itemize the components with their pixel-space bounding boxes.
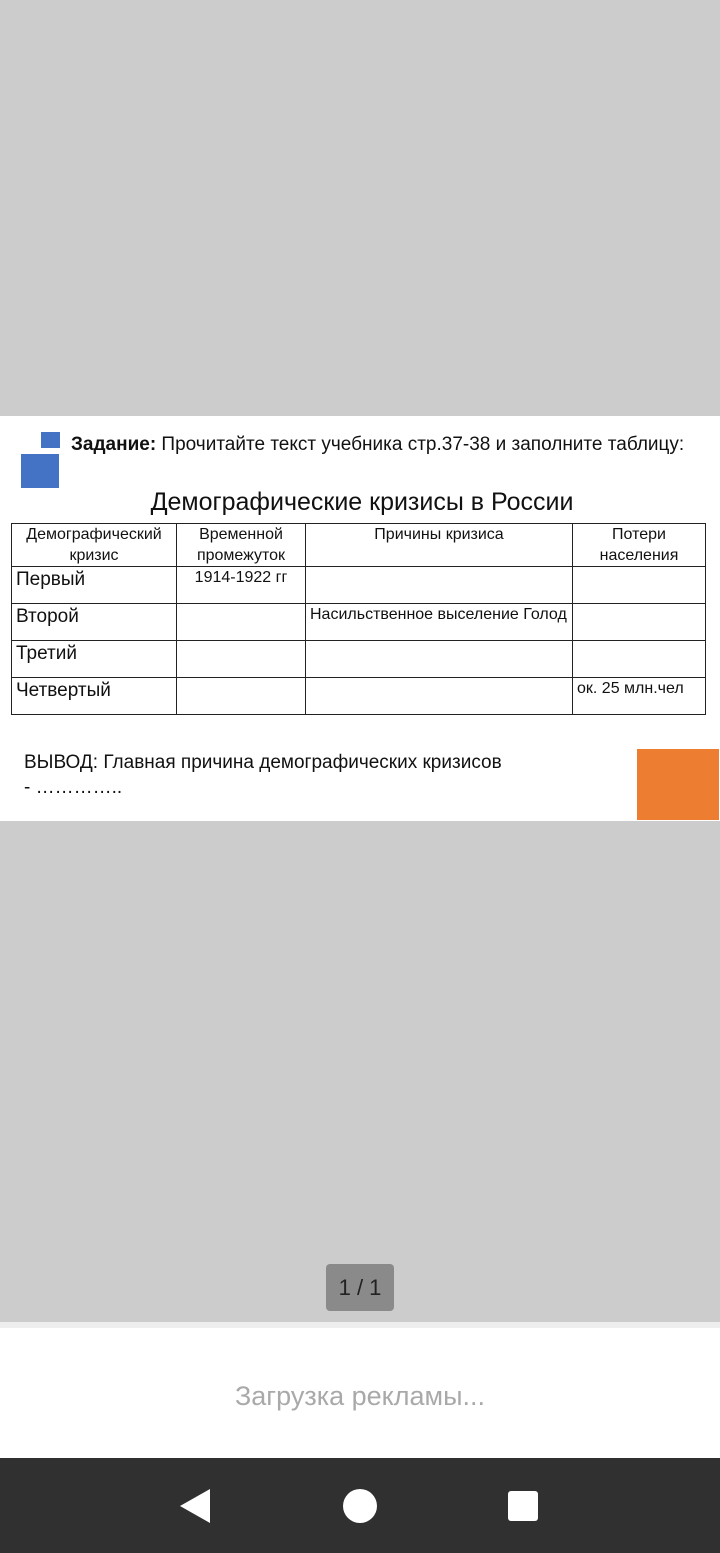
header-cell-causes: Причины кризиса	[306, 524, 573, 567]
table-cell	[177, 641, 306, 678]
page-indicator: 1 / 1	[326, 1264, 394, 1311]
table-cell	[306, 678, 573, 715]
task-text: Прочитайте текст учебника стр.37-38 и заполните таблицу:	[156, 434, 685, 455]
document-title: Демографические кризисы в России	[150, 488, 574, 516]
system-navigation-bar	[0, 1458, 720, 1553]
table-cell	[177, 604, 306, 641]
table-cell	[306, 641, 573, 678]
table-cell	[573, 641, 706, 678]
conclusion-line-2: - …………..	[24, 777, 123, 798]
header-cell-crisis: Демографический кризис	[12, 524, 177, 567]
table-row	[12, 604, 706, 641]
decorative-blue-square-small	[41, 432, 60, 448]
table-cell	[573, 604, 706, 641]
conclusion-line-1: ВЫВОД: Главная причина демографических кризисов	[24, 752, 502, 773]
table-row	[12, 678, 706, 715]
home-circle-icon[interactable]	[340, 1486, 380, 1526]
header-cell-losses: Потери населения	[573, 524, 706, 567]
table-cell: 1914-1922 гг	[177, 567, 306, 604]
task-instruction	[71, 433, 691, 456]
conclusion-text	[24, 750, 624, 800]
table-cell: ок. 25 млн.чел	[573, 678, 706, 715]
decorative-orange-square	[637, 749, 719, 820]
crisis-table	[11, 523, 706, 715]
table-cell: Насильственное выселение Голод	[306, 604, 573, 641]
table-row	[12, 641, 706, 678]
table-cell: Четвертый	[12, 678, 177, 715]
table-cell	[306, 567, 573, 604]
table-cell	[573, 567, 706, 604]
table-header-row	[12, 524, 706, 567]
document-page	[0, 416, 720, 821]
table-cell: Третий	[12, 641, 177, 678]
ad-loading-text: Загрузка рекламы...	[234, 1381, 486, 1411]
table-cell: Первый	[12, 567, 177, 604]
recent-square-icon[interactable]	[503, 1486, 543, 1526]
ad-banner[interactable]	[0, 1322, 720, 1458]
task-label: Задание:	[71, 434, 157, 455]
back-triangle-icon[interactable]	[176, 1486, 216, 1526]
table-cell	[177, 678, 306, 715]
header-cell-period: Временной промежуток	[177, 524, 306, 567]
decorative-blue-square-large	[21, 454, 59, 488]
table-row	[12, 567, 706, 604]
table-cell: Второй	[12, 604, 177, 641]
